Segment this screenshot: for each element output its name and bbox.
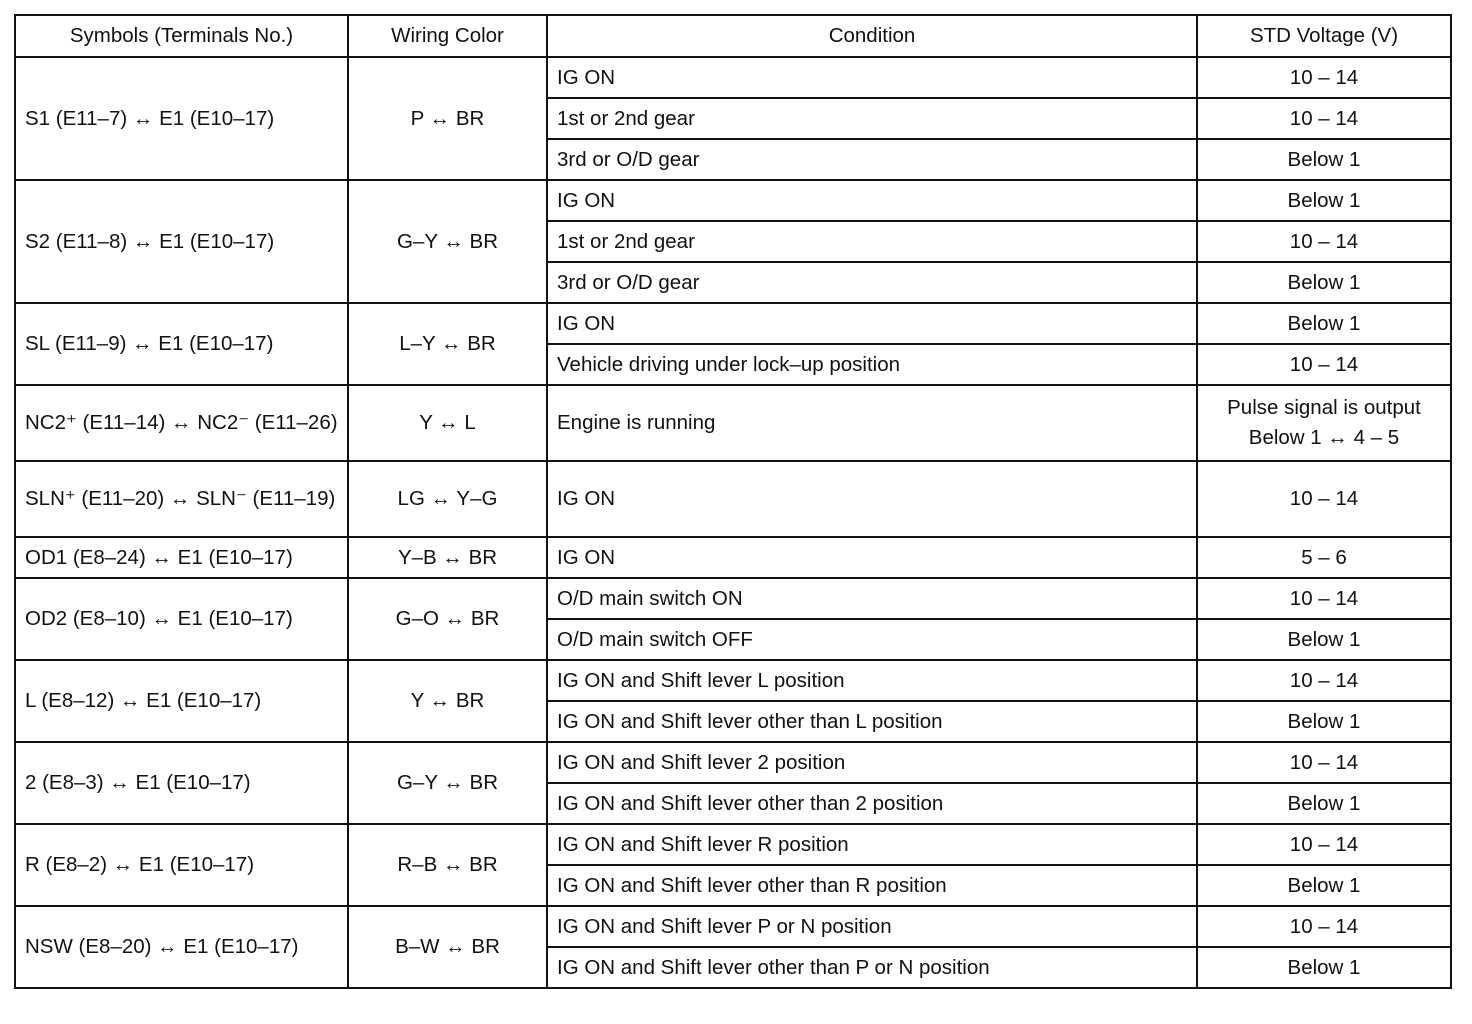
table-row — [15, 824, 1451, 865]
std-voltage: 10 – 14 — [1197, 660, 1451, 701]
wiring-color: G–Y ↔ BR — [348, 742, 547, 824]
std-voltage: 10 – 14 — [1197, 742, 1451, 783]
condition: IG ON and Shift lever 2 position — [547, 742, 1197, 783]
condition: IG ON — [547, 57, 1197, 98]
terminal-symbol: NSW (E8–20) ↔ E1 (E10–17) — [15, 906, 348, 988]
std-voltage: Below 1 — [1197, 303, 1451, 344]
table-row — [15, 742, 1451, 783]
std-voltage: 10 – 14 — [1197, 57, 1451, 98]
wiring-color: R–B ↔ BR — [348, 824, 547, 906]
wiring-color: G–O ↔ BR — [348, 578, 547, 660]
std-voltage: Below 1 — [1197, 619, 1451, 660]
condition: IG ON and Shift lever other than L position — [547, 701, 1197, 742]
condition: IG ON and Shift lever R position — [547, 824, 1197, 865]
table-row — [15, 303, 1451, 344]
wiring-color: G–Y ↔ BR — [348, 180, 547, 303]
condition: IG ON — [547, 180, 1197, 221]
std-voltage: Below 1 — [1197, 139, 1451, 180]
header-wiring-color: Wiring Color — [348, 15, 547, 57]
std-voltage: Below 1 — [1197, 701, 1451, 742]
terminal-symbol: R (E8–2) ↔ E1 (E10–17) — [15, 824, 348, 906]
terminal-symbol: 2 (E8–3) ↔ E1 (E10–17) — [15, 742, 348, 824]
table-row — [15, 578, 1451, 619]
table-row — [15, 660, 1451, 701]
condition: 1st or 2nd gear — [547, 221, 1197, 262]
terminal-symbol: OD2 (E8–10) ↔ E1 (E10–17) — [15, 578, 348, 660]
table-row — [15, 537, 1451, 578]
table-row — [15, 180, 1451, 221]
std-voltage: 10 – 14 — [1197, 461, 1451, 537]
condition: IG ON — [547, 303, 1197, 344]
condition: IG ON and Shift lever other than P or N position — [547, 947, 1197, 988]
condition: IG ON — [547, 537, 1197, 578]
condition: 3rd or O/D gear — [547, 262, 1197, 303]
table-row — [15, 461, 1451, 537]
std-voltage: 10 – 14 — [1197, 906, 1451, 947]
condition: O/D main switch OFF — [547, 619, 1197, 660]
wiring-color: L–Y ↔ BR — [348, 303, 547, 385]
std-voltage: Below 1 — [1197, 865, 1451, 906]
std-voltage: 10 – 14 — [1197, 98, 1451, 139]
condition: IG ON and Shift lever other than 2 position — [547, 783, 1197, 824]
condition: Engine is running — [547, 385, 1197, 461]
wiring-color: Y–B ↔ BR — [348, 537, 547, 578]
terminal-symbol: S2 (E11–8) ↔ E1 (E10–17) — [15, 180, 348, 303]
wiring-color: B–W ↔ BR — [348, 906, 547, 988]
std-voltage: 5 – 6 — [1197, 537, 1451, 578]
std-voltage: 10 – 14 — [1197, 221, 1451, 262]
terminal-symbol: L (E8–12) ↔ E1 (E10–17) — [15, 660, 348, 742]
std-voltage: Below 1 — [1197, 180, 1451, 221]
std-voltage: 10 – 14 — [1197, 824, 1451, 865]
spec-table-container — [14, 14, 1450, 989]
wiring-color: Y ↔ L — [348, 385, 547, 461]
header-std-voltage: STD Voltage (V) — [1197, 15, 1451, 57]
std-voltage — [1197, 385, 1451, 461]
terminal-symbol: SLN⁺ (E11–20) ↔ SLN⁻ (E11–19) — [15, 461, 348, 537]
terminal-symbol: OD1 (E8–24) ↔ E1 (E10–17) — [15, 537, 348, 578]
condition: IG ON and Shift lever P or N position — [547, 906, 1197, 947]
wiring-color: P ↔ BR — [348, 57, 547, 180]
std-voltage: 10 – 14 — [1197, 344, 1451, 385]
terminal-symbol: SL (E11–9) ↔ E1 (E10–17) — [15, 303, 348, 385]
wiring-color: LG ↔ Y–G — [348, 461, 547, 537]
table-row — [15, 57, 1451, 98]
std-voltage: Below 1 — [1197, 262, 1451, 303]
condition: IG ON and Shift lever other than R position — [547, 865, 1197, 906]
terminal-symbol: S1 (E11–7) ↔ E1 (E10–17) — [15, 57, 348, 180]
table-row — [15, 385, 1451, 461]
header-condition: Condition — [547, 15, 1197, 57]
std-voltage: 10 – 14 — [1197, 578, 1451, 619]
std-voltage-line-1: Pulse signal is output — [1227, 396, 1421, 420]
terminal-symbol: NC2⁺ (E11–14) ↔ NC2⁻ (E11–26) — [15, 385, 348, 461]
condition: IG ON — [547, 461, 1197, 537]
table-row — [15, 906, 1451, 947]
condition: 3rd or O/D gear — [547, 139, 1197, 180]
condition: Vehicle driving under lock–up position — [547, 344, 1197, 385]
std-voltage-line-2: Below 1 ↔ 4 – 5 — [1248, 426, 1400, 449]
std-voltage: Below 1 — [1197, 783, 1451, 824]
header-row — [15, 15, 1451, 57]
condition: 1st or 2nd gear — [547, 98, 1197, 139]
condition: O/D main switch ON — [547, 578, 1197, 619]
wiring-color: Y ↔ BR — [348, 660, 547, 742]
header-symbols: Symbols (Terminals No.) — [15, 15, 348, 57]
terminal-voltage-table — [14, 14, 1452, 989]
condition: IG ON and Shift lever L position — [547, 660, 1197, 701]
std-voltage: Below 1 — [1197, 947, 1451, 988]
